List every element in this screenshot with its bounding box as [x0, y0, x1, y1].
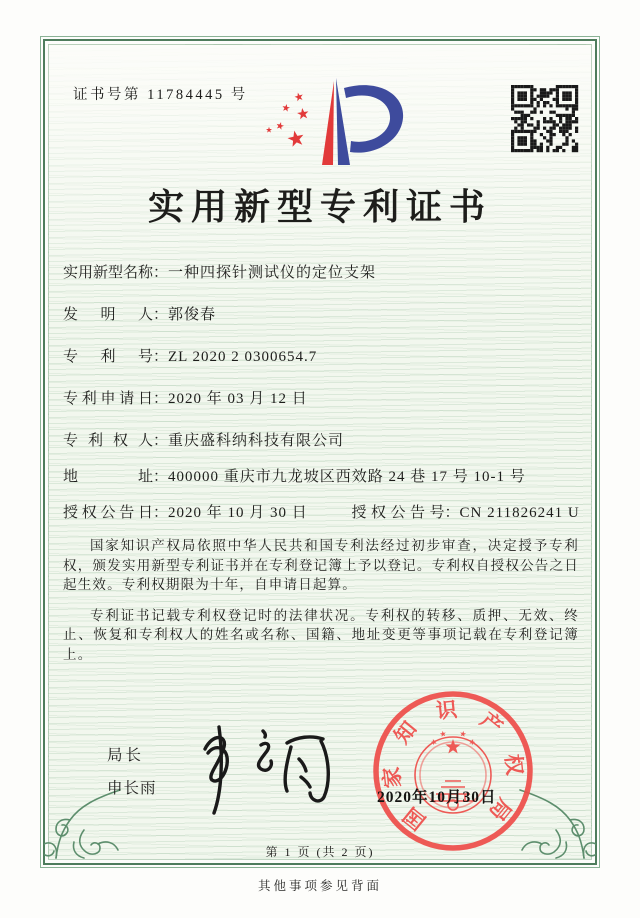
seal-text-arc — [373, 691, 532, 838]
field-colon: ： — [153, 505, 169, 521]
svg-text:局: 局 — [484, 793, 517, 826]
field-colon: ： — [153, 433, 169, 449]
svg-text:权: 权 — [500, 752, 527, 777]
field-label: 实用新型名称 — [63, 265, 154, 281]
back-side-note: 其他事项参见背面 — [257, 879, 382, 893]
field-colon: ： — [153, 469, 169, 485]
field-label: 专利号 — [63, 349, 153, 365]
field-row-address — [63, 467, 581, 487]
cnipa-round-seal-icon — [367, 685, 539, 857]
field-row-patentee — [63, 431, 581, 451]
legal-paragraphs — [63, 536, 579, 664]
field-value: 2020 年 10 月 30 日 — [168, 505, 308, 521]
svg-text:产: 产 — [475, 707, 508, 740]
legal-paragraph: 国家知识产权局依照中华人民共和国专利法经过初步审查，决定授予专利权，颁发实用新型专利证书并在专利登记簿上予以登记。专利权自授权公告之日起生效。专利权期限为十年，自申请日起算。 — [63, 538, 579, 592]
field-colon: ： — [153, 349, 169, 365]
certificate-border — [40, 36, 600, 868]
commissioner-title: 局长 — [107, 747, 145, 764]
field-label: 专利申请日 — [63, 391, 153, 407]
field-row-utility-model-name — [63, 263, 581, 283]
field-label: 发明人 — [63, 307, 153, 323]
field-label: 专利权人 — [63, 433, 153, 449]
field-value: CN 211826241 U — [459, 505, 580, 521]
legal-paragraph: 专利证书记载专利权登记时的法律状况。专利权的转移、质押、无效、终止、恢复和专利权人的姓名或名称、国籍、地址变更等事项记载在专利登记簿上。 — [63, 607, 579, 662]
field-row-patent-number — [63, 347, 581, 367]
field-row-inventor — [63, 305, 581, 325]
field-label: 授权公告号 — [351, 505, 445, 521]
field-colon: ： — [153, 265, 169, 281]
cnipa-logo-icon — [253, 75, 423, 170]
page-number: 第 1 页 (共 2 页) — [265, 845, 375, 859]
field-row-grant — [63, 503, 581, 523]
qr-code — [507, 81, 583, 157]
field-value: 一种四探针测试仪的定位支架 — [168, 265, 377, 281]
field-value: 重庆盛科纳科技有限公司 — [168, 433, 345, 449]
field-value: 400000 重庆市九龙坡区西效路 24 巷 17 号 10-1 号 — [168, 469, 526, 485]
certificate-fields — [63, 263, 581, 533]
svg-text:知: 知 — [389, 716, 422, 749]
svg-text:家: 家 — [379, 765, 406, 790]
seal-date: 2020年10月30日 — [377, 789, 497, 806]
certificate-number: 证书号第 11784445 号 — [73, 87, 248, 103]
field-value: 2020 年 03 月 12 日 — [168, 391, 308, 407]
field-colon: ： — [153, 307, 169, 323]
field-row-filing-date — [63, 389, 581, 409]
field-label: 地址 — [63, 469, 153, 485]
field-value: 郭俊春 — [168, 307, 217, 323]
svg-text:国: 国 — [398, 802, 431, 835]
field-label: 授权公告日 — [63, 505, 153, 521]
field-colon: ： — [153, 391, 169, 407]
svg-text:识: 识 — [434, 697, 459, 724]
field-value: ZL 2020 2 0300654.7 — [168, 349, 318, 365]
commissioner-name: 申长雨 — [107, 780, 157, 797]
certificate-title: 实用新型专利证书 — [147, 187, 492, 227]
field-colon: ： — [444, 505, 460, 521]
handwritten-signature-icon — [183, 719, 353, 819]
